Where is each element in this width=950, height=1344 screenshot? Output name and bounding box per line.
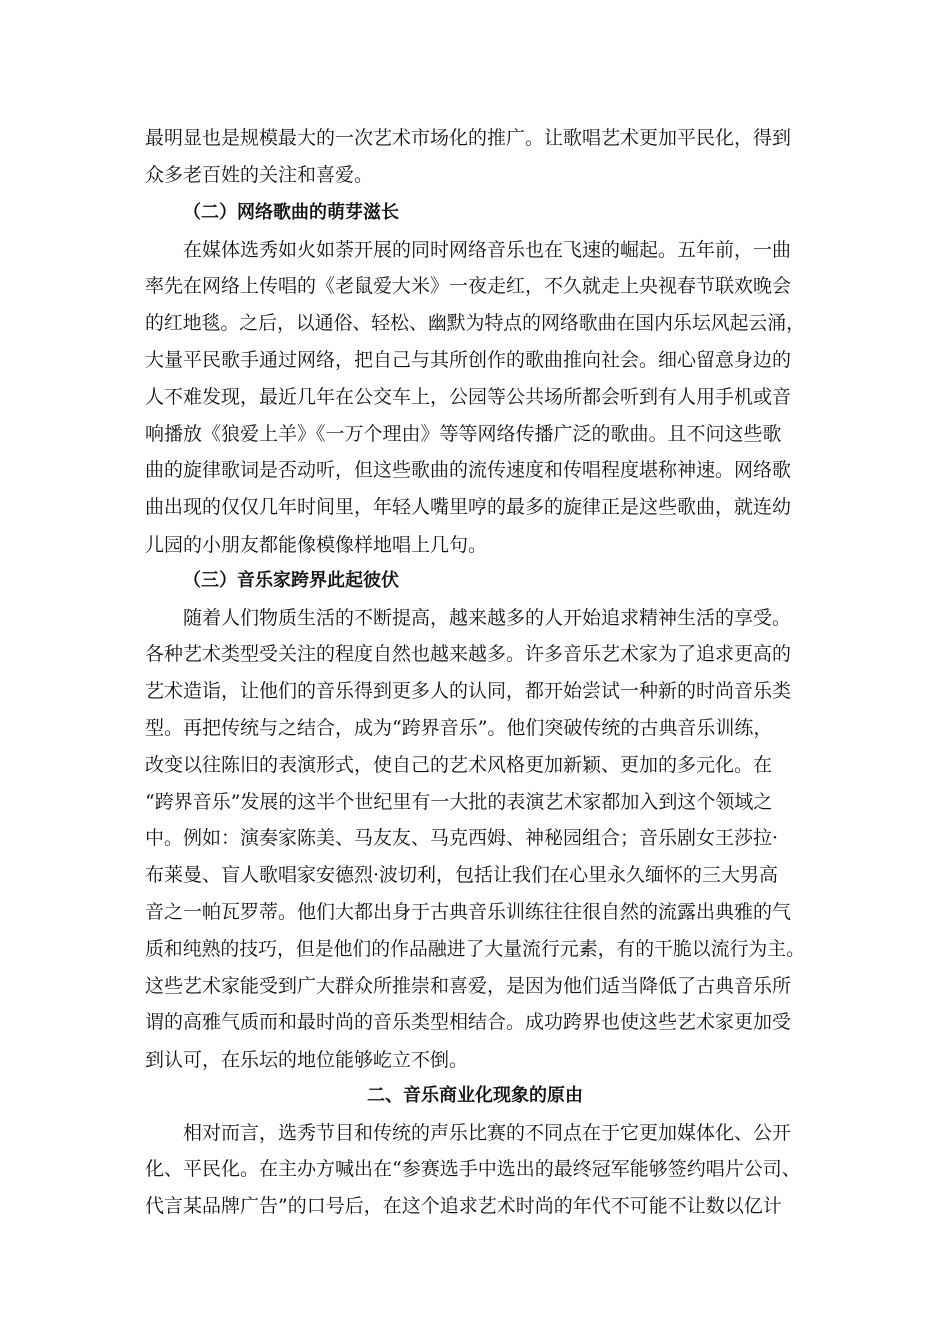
paragraph-line: 质和纯熟的技巧，但是他们的作品融进了大量流行元素，有的干脆以流行为主。	[145, 938, 806, 960]
paragraph-line: 曲的旋律歌词是否动听，但这些歌曲的流传速度和传唱程度堪称神速。网络歌	[145, 459, 792, 481]
paragraph-line: 到认可，在乐坛的地位能够屹立不倒。	[145, 1049, 469, 1071]
paragraph-line: “跨界音乐”发展的这半个世纪里有一大批的表演艺术家都加入到这个领域之	[145, 791, 773, 813]
paragraph-line: 大量平民歌手通过网络，把自己与其所创作的歌曲推向社会。细心留意身边的	[145, 349, 792, 371]
paragraph-line: 改变以往陈旧的表演形式，使自己的艺术风格更加新颖、更加的多元化。在	[145, 754, 773, 776]
paragraph-line: 的红地毯。之后，以通俗、轻松、幽默为特点的网络歌曲在国内乐坛风起云涌，	[145, 312, 806, 334]
paragraph-line: 率先在网络上传唱的《老鼠爱大米》一夜走红，不久就走上央视春节联欢晚会	[145, 275, 792, 297]
chapter-heading: 二、音乐商业化现象的原由	[367, 1085, 583, 1106]
paragraph-line: 代言某品牌广告”的口号后，在这个追求艺术时尚的年代不可能不让数以亿计	[145, 1195, 782, 1217]
paragraph-line: 儿园的小朋友都能像模像样地唱上几句。	[145, 534, 488, 556]
paragraph-line: 相对而言，选秀节目和传统的声乐比赛的不同点在于它更加媒体化、公开	[183, 1122, 792, 1144]
paragraph-line: 这些艺术家能受到广大群众所推崇和喜爱，是因为他们适当降低了古典音乐所	[145, 975, 792, 997]
paragraph-line: 谓的高雅气质而和最时尚的音乐类型相结合。成功跨界也使这些艺术家更加受	[145, 1011, 792, 1033]
paragraph-line: 曲出现的仅仅几年时间里，年轻人嘴里哼的最多的旋律正是这些歌曲，就连幼	[145, 496, 792, 518]
paragraph-line: 在媒体选秀如火如荼开展的同时网络音乐也在飞速的崛起。五年前，一曲	[183, 239, 792, 261]
paragraph-line: 最明显也是规模最大的一次艺术市场化的推广。让歌唱艺术更加平民化，得到	[145, 127, 792, 149]
paragraph-line: 中。例如：演奏家陈美、马友友、马克西姆、神秘园组合；音乐剧女王莎拉·	[145, 827, 779, 849]
paragraph-line: 布莱曼、盲人歌唱家安德烈·波切利，包括让我们在心里永久缅怀的三大男高	[145, 864, 779, 886]
paragraph-line: 音之一帕瓦罗蒂。他们大都出身于古典音乐训练往往很自然的流露出典雅的气	[145, 901, 792, 923]
section-heading: （二）网络歌曲的萌芽滋长	[183, 202, 399, 223]
paragraph-line: 艺术造诣，让他们的音乐得到更多人的认同，都开始尝试一种新的时尚音乐类	[145, 680, 792, 702]
paragraph-line: 人不难发现，最近几年在公交车上，公园等公共场所都会听到有人用手机或音	[145, 386, 792, 408]
paragraph-line: 随着人们物质生活的不断提高，越来越多的人开始追求精神生活的享受。	[183, 607, 792, 629]
paragraph-line: 众多老百姓的关注和喜爱。	[145, 164, 374, 186]
paragraph-line: 各种艺术类型受关注的程度自然也越来越多。许多音乐艺术家为了追求更高的	[145, 643, 792, 665]
paragraph-line: 响播放《狼爱上羊》《一万个理由》等等网络传播广泛的歌曲。且不问这些歌	[145, 423, 782, 445]
paragraph-line: 化、平民化。在主办方喊出在“参赛选手中选出的最终冠军能够签约唱片公司、	[145, 1158, 801, 1180]
section-heading: （三）音乐家跨界此起彼伏	[183, 570, 399, 591]
paragraph-line: 型。再把传统与之结合，成为“跨界音乐”。他们突破传统的古典音乐训练，	[145, 717, 773, 739]
